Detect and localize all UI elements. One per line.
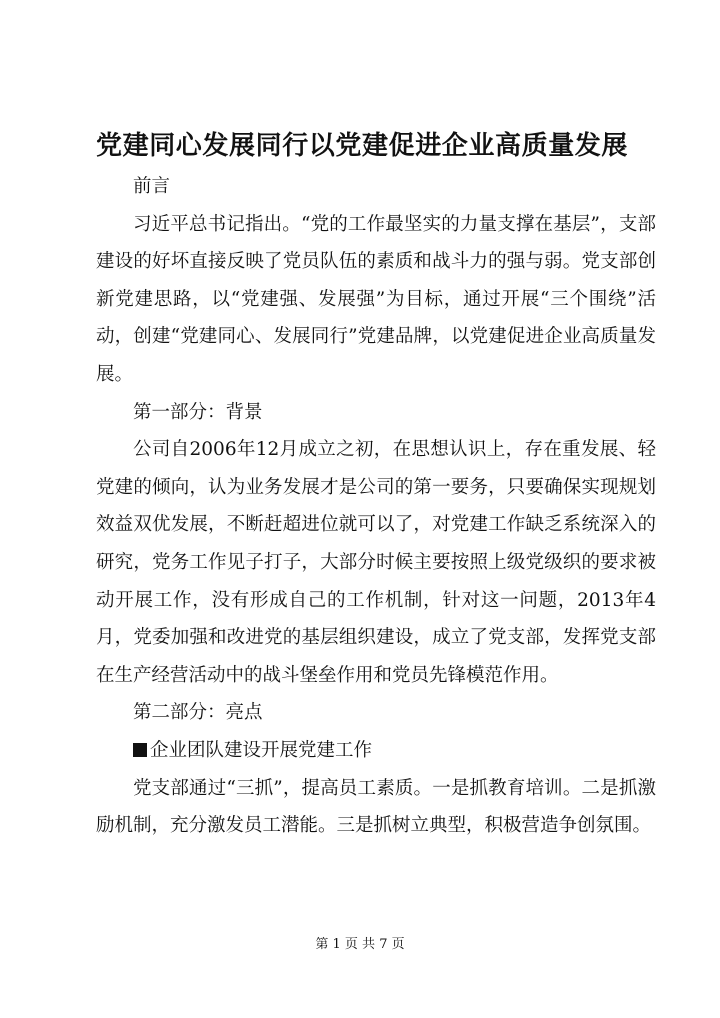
page-footer: 第 1 页 共 7 页	[315, 937, 405, 952]
black-square-icon	[133, 743, 147, 757]
document-body	[96, 168, 656, 845]
part1-paragraph: 公司自2006年12月成立之初，在思想认识上，存在重发展、轻党建的倾向，认为业务发展才是公司的第一要务，只要确保实现规划效益双优发展，不断赶超进位就可以了，对党建工作缺乏系统深入的研究，党务工作见子打子，大部分时候主要按照上级党级织的要求被动开展工作，没有形成自己的工作机制，针对这一问题，2013年4月，党委加强和改进党的基层组织建设，成立了党支部，发挥党支部在生产经营活动中的战斗堡垒作用和党员先锋模范作用。	[96, 439, 656, 686]
document-title: 党建同心发展同行以党建促进企业高质量发展	[96, 131, 629, 161]
part2-heading: 第二部分：亮点	[133, 702, 263, 724]
subsection-heading	[96, 732, 656, 770]
part1-heading: 第一部分：背景	[133, 401, 263, 423]
preface-heading: 前言	[133, 176, 171, 197]
subsection-heading-text: 企业团队建设开展党建工作	[150, 739, 373, 761]
subsection-paragraph: 党支部通过“三抓”，提高员工素质。一是抓教育培训。二是抓激励机制，充分激发员工潜能。三是抓树立典型，积极营造争创氛围。	[96, 777, 656, 837]
preface-paragraph: 习近平总书记指出。“党的工作最坚实的力量支撑在基层”，支部建设的好坏直接反映了党员队伍的素质和战斗力的强与弱。党支部创新党建思路，以“党建强、发展强”为目标，通过开展“三个围绕”活动，创建“党建同心、发展同行”党建品牌，以党建促进企业高质量发展。	[96, 213, 656, 385]
